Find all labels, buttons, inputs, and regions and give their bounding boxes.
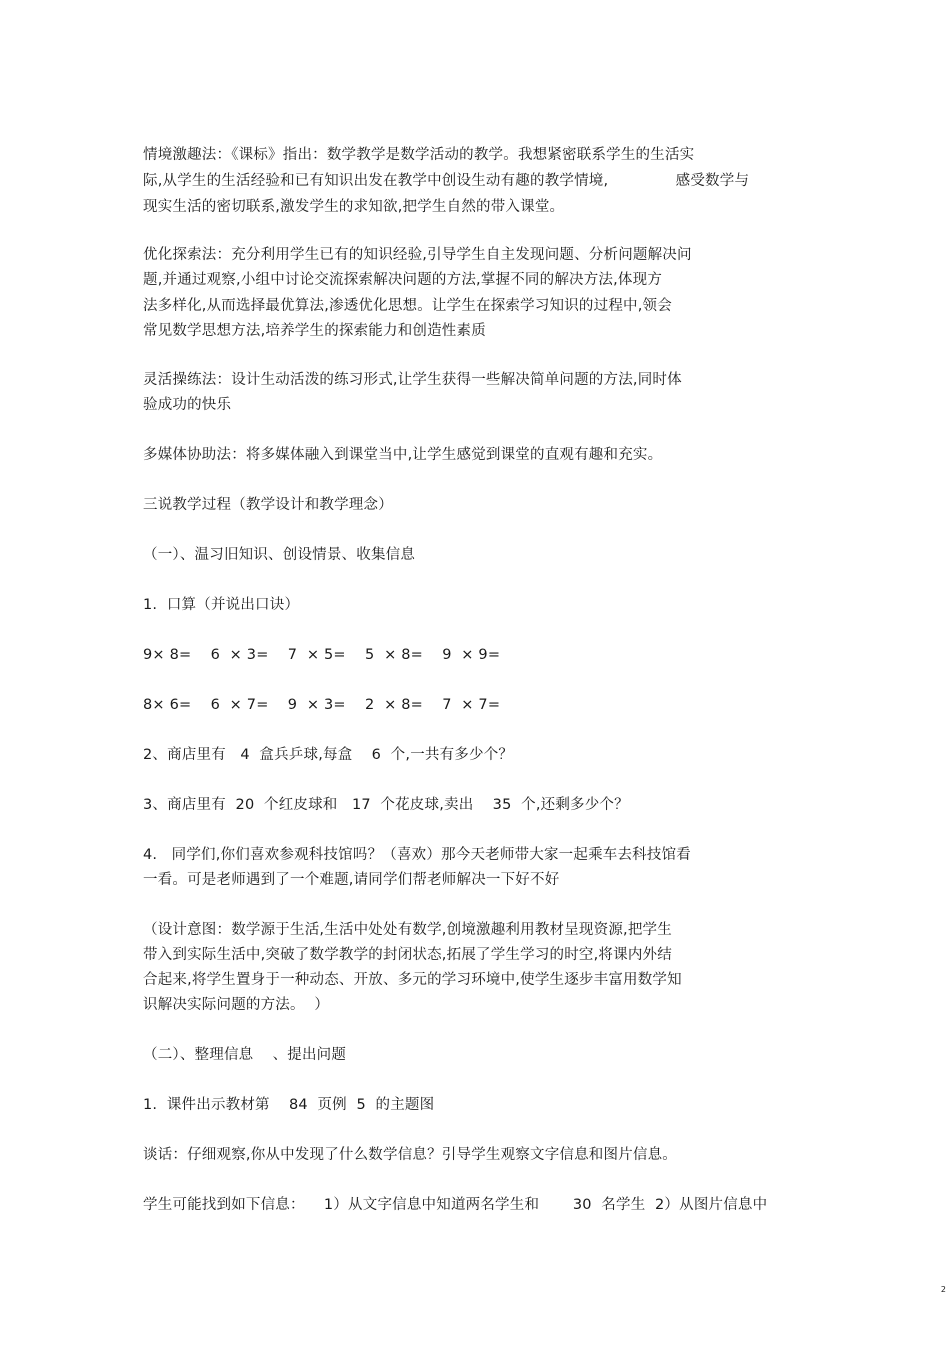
paragraph-line: 多媒体协助法：将多媒体融入到课堂当中,让学生感觉到课堂的直观有趣和充实。 — [143, 447, 663, 463]
page-number: 2 — [940, 1285, 946, 1294]
paragraph-line: 优化探索法：充分利用学生已有的知识经验,引导学生自主发现问题、分析问题解决问 — [143, 247, 692, 263]
question-item: 1. 口算（并说出口诀） — [143, 597, 300, 613]
design-intent: （设计意图：数学源于生活,生活中处处有数学,创境激趣利用教材呈现资源,把学生 — [143, 922, 672, 938]
paragraph-line: 学生可能找到如下信息： 1）从文字信息中知道两名学生和 30 名学生 2）从图片信息中 — [143, 1197, 768, 1213]
design-intent: 合起来,将学生置身于一种动态、开放、多元的学习环境中,使学生逐步丰富用数学知 — [143, 972, 682, 988]
paragraph-line: 灵活操练法：设计生动活泼的练习形式,让学生获得一些解决简单问题的方法,同时体 — [143, 372, 682, 388]
paragraph-line: 法多样化,从而选择最优算法,渗透优化思想。让学生在探索学习知识的过程中,领会 — [143, 298, 672, 314]
paragraph-line: 际,从学生的生活经验和已有知识出发在教学中创设生动有趣的教学情境, 感受数学与 — [143, 173, 750, 189]
question-item: 2、商店里有 4 盒兵乒球,每盒 6 个,一共有多少个？ — [143, 747, 514, 763]
question-item: 3、商店里有 20 个红皮球和 17 个花皮球,卖出 35 个,还剩多少个？ — [143, 797, 629, 813]
paragraph-line: 验成功的快乐 — [143, 397, 232, 413]
paragraph-line: 题,并通过观察,小组中讨论交流探索解决问题的方法,掌握不同的解决方法,体现方 — [143, 272, 663, 288]
section-heading: 三说教学过程（教学设计和教学理念） — [143, 497, 393, 513]
step-item: 1. 课件出示教材第 84 页例 5 的主题图 — [143, 1097, 435, 1113]
subsection-heading: （一）、温习旧知识、创设情景、收集信息 — [143, 547, 416, 563]
paragraph-line: 现实生活的密切联系,激发学生的求知欲,把学生自然的带入课堂。 — [143, 199, 565, 215]
dialogue-line: 谈话：仔细观察,你从中发现了什么数学信息？引导学生观察文字信息和图片信息。 — [143, 1147, 678, 1163]
paragraph-line: 常见数学思想方法,培养学生的探索能力和创造性素质 — [143, 323, 486, 339]
design-intent: 识解决实际问题的方法。 ） — [143, 997, 330, 1013]
question-item: 4. 同学们,你们喜欢参观科技馆吗？（喜欢）那今天老师带大家一起乘车去科技馆看 — [143, 847, 691, 863]
arithmetic-row: 9× 8= 6 × 3= 7 × 5= 5 × 8= 9 × 9= — [143, 647, 501, 663]
question-item: 一看。可是老师遇到了一个难题,请同学们帮老师解决一下好不好 — [143, 872, 560, 888]
design-intent: 带入到实际生活中,突破了数学教学的封闭状态,拓展了学生学习的时空,将课内外结 — [143, 947, 672, 963]
subsection-heading: （二）、整理信息 、提出问题 — [143, 1047, 347, 1063]
arithmetic-row: 8× 6= 6 × 7= 9 × 3= 2 × 8= 7 × 7= — [143, 697, 501, 713]
paragraph-line: 情境激趣法：《课标》指出：数学教学是数学活动的教学。我想紧密联系学生的生活实 — [143, 147, 695, 163]
